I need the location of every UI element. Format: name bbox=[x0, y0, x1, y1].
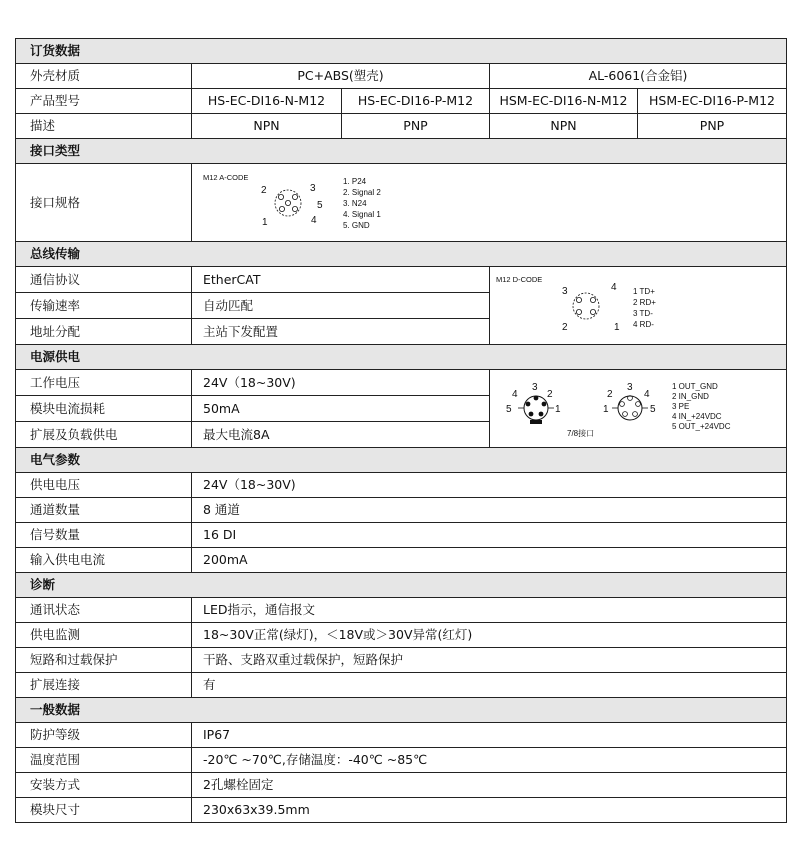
right-pin-4 bbox=[620, 402, 625, 407]
left-pin-label-3: 3 bbox=[532, 382, 538, 393]
desc-1: NPN bbox=[192, 114, 342, 139]
left-pin-label-4: 4 bbox=[512, 389, 518, 400]
rate-label: 传输速率 bbox=[16, 293, 192, 319]
m12d-legend-2: 2 RD+ bbox=[633, 298, 656, 307]
m12d-pin-2 bbox=[576, 309, 581, 314]
size-label: 模块尺寸 bbox=[16, 798, 192, 823]
section-bus: 总线传输 bbox=[16, 242, 787, 267]
right-pin-5 bbox=[633, 412, 638, 417]
m12a-pin-2 bbox=[278, 194, 283, 199]
section-electrical: 电气参数 bbox=[16, 448, 787, 473]
m12d-pin-label-2: 2 bbox=[562, 322, 568, 333]
voltage-label: 工作电压 bbox=[16, 370, 192, 396]
section-order: 订货数据 bbox=[16, 39, 787, 64]
temp-value: -20℃ ~70℃,存储温度：-40℃ ~85℃ bbox=[192, 748, 787, 773]
connector-caption: 7/8接口 bbox=[567, 429, 595, 438]
ext-conn-value: 有 bbox=[192, 673, 787, 698]
m12d-legend-4: 4 RD- bbox=[633, 320, 654, 329]
shell-al: AL-6061(合金铝) bbox=[490, 64, 787, 89]
model-4: HSM-EC-DI16-P-M12 bbox=[638, 89, 787, 114]
ext-power-value: 最大电流8A bbox=[192, 422, 490, 448]
spec-label: 接口规格 bbox=[16, 164, 192, 242]
section-general: 一般数据 bbox=[16, 698, 787, 723]
m12a-pin-label-1: 1 bbox=[262, 217, 268, 228]
short-value: 干路、支路双重过载保护，短路保护 bbox=[192, 648, 787, 673]
signals-label: 信号数量 bbox=[16, 523, 192, 548]
power-legend-4: 4 IN_+24VDC bbox=[672, 412, 722, 421]
m12a-diagram bbox=[192, 164, 787, 238]
m12a-legend-3: 3. N24 bbox=[343, 199, 367, 208]
m12a-legend-1: 1. P24 bbox=[343, 177, 367, 186]
left-pin-label-5: 5 bbox=[506, 404, 512, 415]
m12d-connector-icon bbox=[573, 293, 599, 319]
ext-power-label: 扩展及负载供电 bbox=[16, 422, 192, 448]
power-legend-5: 5 OUT_+24VDC bbox=[672, 422, 731, 431]
voltage-value: 24V（18~30V) bbox=[192, 370, 490, 396]
right-pin-label-1: 1 bbox=[603, 404, 609, 415]
m12d-title: M12 D-CODE bbox=[496, 275, 543, 284]
m12a-legend-4: 4. Signal 1 bbox=[343, 210, 381, 219]
left-pin-label-2: 2 bbox=[547, 389, 553, 400]
right-pin-1 bbox=[623, 412, 628, 417]
m12d-pin-label-4: 4 bbox=[611, 282, 617, 293]
supply-value: 24V（18~30V) bbox=[192, 473, 787, 498]
monitor-label: 供电监测 bbox=[16, 623, 192, 648]
desc-label: 描述 bbox=[16, 114, 192, 139]
size-value: 230x63x39.5mm bbox=[192, 798, 787, 823]
m12a-pin-label-4: 4 bbox=[311, 215, 317, 226]
m12a-diagram-cell bbox=[192, 164, 787, 242]
m12a-connector-icon bbox=[275, 190, 301, 216]
shell-label: 外壳材质 bbox=[16, 64, 192, 89]
rate-value: 自动匹配 bbox=[192, 293, 490, 319]
desc-4: PNP bbox=[638, 114, 787, 139]
section-power: 电源供电 bbox=[16, 345, 787, 370]
m12d-diagram bbox=[490, 267, 787, 341]
m12a-pin-5 bbox=[285, 200, 290, 205]
m12d-pin-label-1: 1 bbox=[614, 322, 620, 333]
m12a-pin-4 bbox=[292, 206, 297, 211]
left-pin-2 bbox=[542, 402, 547, 407]
m12a-pin-label-5: 5 bbox=[317, 200, 323, 211]
signals-value: 16 DI bbox=[192, 523, 787, 548]
desc-3: NPN bbox=[490, 114, 638, 139]
spec-table bbox=[15, 38, 787, 823]
monitor-value: 18~30V正常(绿灯)，＜18V或＞30V异常(红灯) bbox=[192, 623, 787, 648]
m12a-pin-3 bbox=[292, 194, 297, 199]
shell-pc: PC+ABS(塑壳) bbox=[192, 64, 490, 89]
m12d-pin-1 bbox=[590, 309, 595, 314]
current-value: 50mA bbox=[192, 396, 490, 422]
addr-label: 地址分配 bbox=[16, 319, 192, 345]
m12a-pin-1 bbox=[279, 206, 284, 211]
desc-2: PNP bbox=[342, 114, 490, 139]
model-1: HS-EC-DI16-N-M12 bbox=[192, 89, 342, 114]
current-label: 模块电流损耗 bbox=[16, 396, 192, 422]
m12d-pin-label-3: 3 bbox=[562, 286, 568, 297]
left-connector-key bbox=[530, 420, 542, 424]
input-current-value: 200mA bbox=[192, 548, 787, 573]
right-pin-label-2: 2 bbox=[607, 389, 613, 400]
m12a-pin-label-3: 3 bbox=[310, 183, 316, 194]
left-pin-5 bbox=[529, 412, 534, 417]
ip-value: IP67 bbox=[192, 723, 787, 748]
short-label: 短路和过载保护 bbox=[16, 648, 192, 673]
model-3: HSM-EC-DI16-N-M12 bbox=[490, 89, 638, 114]
temp-label: 温度范围 bbox=[16, 748, 192, 773]
comm-value: LED指示，通信报文 bbox=[192, 598, 787, 623]
install-label: 安装方式 bbox=[16, 773, 192, 798]
channels-value: 8 通道 bbox=[192, 498, 787, 523]
m12a-title: M12 A-CODE bbox=[203, 173, 249, 182]
power-connector-cell bbox=[490, 370, 787, 448]
left-pin-1 bbox=[539, 412, 544, 417]
power-legend-2: 2 IN_GND bbox=[672, 392, 709, 401]
m12d-diagram-cell bbox=[490, 267, 787, 345]
m12d-legend-1: 1 TD+ bbox=[633, 287, 655, 296]
section-diagnostics: 诊断 bbox=[16, 573, 787, 598]
right-pin-label-3: 3 bbox=[627, 382, 633, 393]
addr-value: 主站下发配置 bbox=[192, 319, 490, 345]
ext-conn-label: 扩展连接 bbox=[16, 673, 192, 698]
m12d-pin-4 bbox=[590, 297, 595, 302]
left-pin-3 bbox=[534, 396, 539, 401]
m12a-legend-2: 2. Signal 2 bbox=[343, 188, 381, 197]
section-interface: 接口类型 bbox=[16, 139, 787, 164]
model-2: HS-EC-DI16-P-M12 bbox=[342, 89, 490, 114]
supply-label: 供电电压 bbox=[16, 473, 192, 498]
model-label: 产品型号 bbox=[16, 89, 192, 114]
m12a-pin-label-2: 2 bbox=[261, 185, 267, 196]
right-pin-2 bbox=[636, 402, 641, 407]
channels-label: 通道数量 bbox=[16, 498, 192, 523]
right-connector-icon bbox=[618, 396, 642, 420]
m12a-legend-5: 5. GND bbox=[343, 221, 370, 230]
power-connector-diagram bbox=[490, 370, 787, 444]
m12d-pin-3 bbox=[576, 297, 581, 302]
protocol-label: 通信协议 bbox=[16, 267, 192, 293]
power-legend-3: 3 PE bbox=[672, 402, 690, 411]
install-value: 2孔螺栓固定 bbox=[192, 773, 787, 798]
right-pin-label-5: 5 bbox=[650, 404, 656, 415]
right-pin-label-4: 4 bbox=[644, 389, 650, 400]
comm-label: 通讯状态 bbox=[16, 598, 192, 623]
ip-label: 防护等级 bbox=[16, 723, 192, 748]
left-pin-4 bbox=[526, 402, 531, 407]
m12d-legend-3: 3 TD- bbox=[633, 309, 653, 318]
protocol-value: EtherCAT bbox=[192, 267, 490, 293]
left-pin-label-1: 1 bbox=[555, 404, 561, 415]
power-legend-1: 1 OUT_GND bbox=[672, 382, 718, 391]
input-current-label: 输入供电电流 bbox=[16, 548, 192, 573]
